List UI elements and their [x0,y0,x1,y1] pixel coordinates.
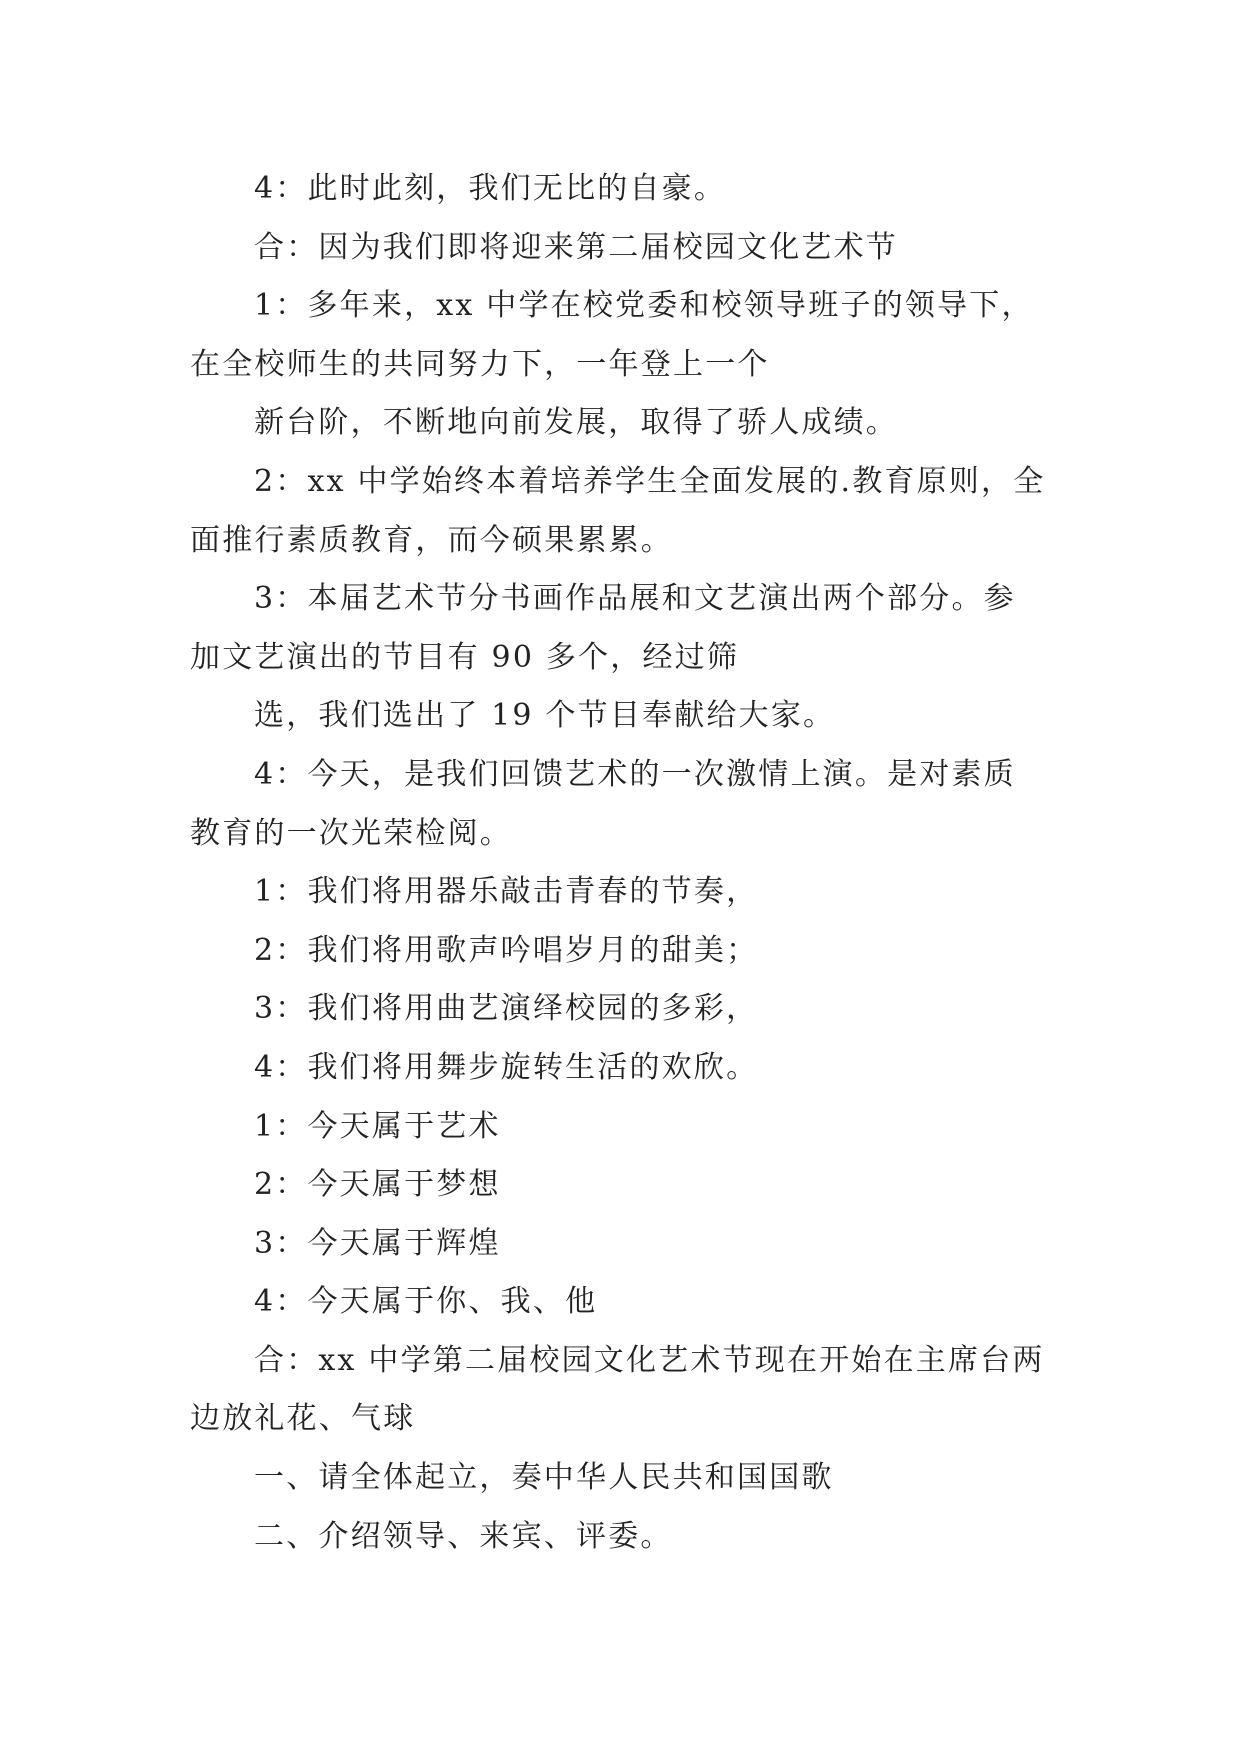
text-line: 加文艺演出的节目有 90 多个，经过筛 [190,639,740,675]
text-line: 2：今天属于梦想 [254,1167,501,1203]
text-line: 合：xx 中学第二届校园文化艺术节现在开始在主席台两 [254,1342,1045,1378]
text-line: 新台阶，不断地向前发展，取得了骄人成绩。 [254,405,898,441]
text-line: 3：我们将用曲艺演绎校园的多彩， [254,991,759,1027]
text-line: 教育的一次光荣检阅。 [190,815,512,851]
text-line: 4：我们将用舞步旋转生活的欢欣。 [254,1049,759,1085]
text-line: 4：今天属于你、我、他 [254,1284,598,1320]
text-line: 在全校师生的共同努力下，一年登上一个 [190,346,770,382]
text-line: 2：xx 中学始终本着培养学生全面发展的.教育原则，全 [254,463,1046,499]
text-line: 3：本届艺术节分书画作品展和文艺演出两个部分。参 [254,581,1016,617]
text-line: 二、介绍领导、来宾、评委。 [254,1518,673,1554]
text-line: 1：今天属于艺术 [254,1108,501,1144]
text-line: 合：因为我们即将迎来第二届校园文化艺术节 [254,229,898,265]
text-line: 4：今天，是我们回馈艺术的一次激情上演。是对素质 [254,756,1016,792]
text-line: 1：多年来，xx 中学在校党委和校领导班子的领导下， [254,288,1034,324]
text-line: 1：我们将用器乐敲击青春的节奏， [254,874,759,910]
text-line: 边放礼花、气球 [190,1401,416,1437]
text-line: 3：今天属于辉煌 [254,1225,501,1261]
text-line: 面推行素质教育，而今硕果累累。 [190,522,673,558]
document-body [190,160,1050,1566]
text-line: 选，我们选出了 19 个节目奉献给大家。 [254,698,836,734]
text-line: 2：我们将用歌声吟唱岁月的甜美； [254,932,759,968]
text-line: 4：此时此刻，我们无比的自豪。 [254,171,727,206]
text-line: 一、请全体起立，奏中华人民共和国国歌 [254,1460,834,1496]
